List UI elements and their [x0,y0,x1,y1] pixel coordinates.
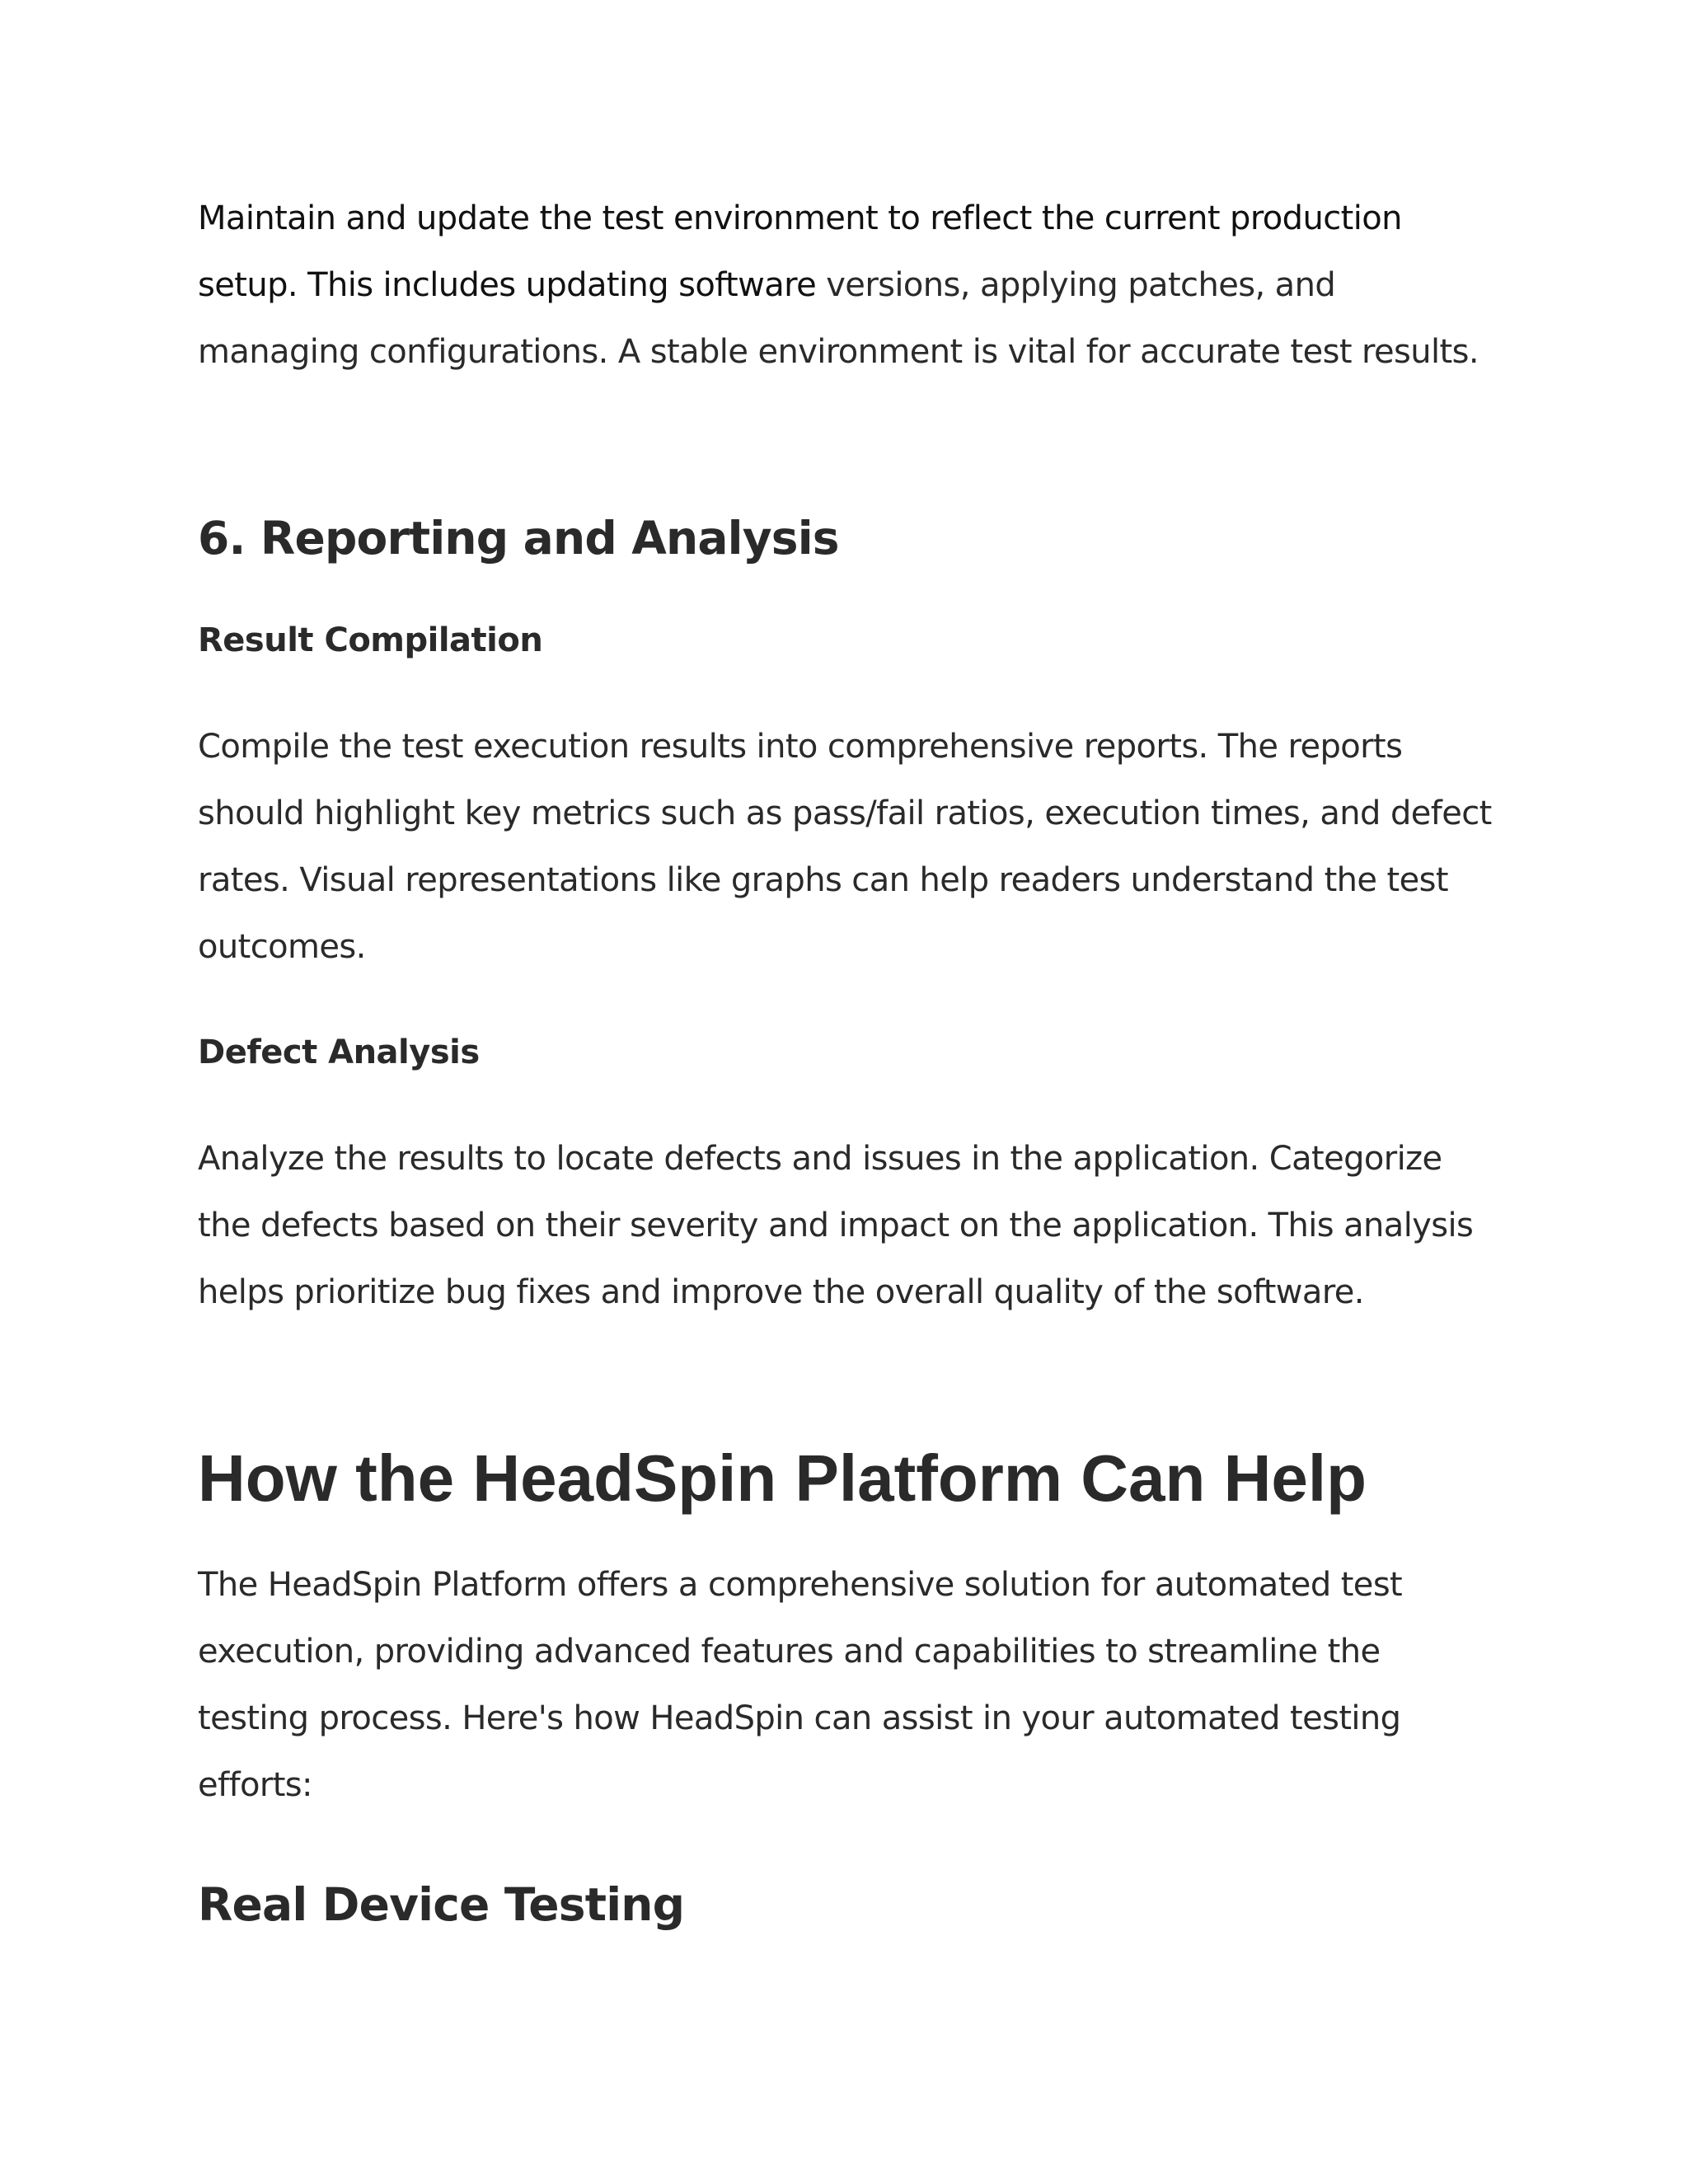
defect-analysis-paragraph: Analyze the results to locate defects and issues in the application. Categorize the defects based on their severity and impact on the application. This analysis helps prioritize bug fixes and improve the overall quality of the software. [198,1140,1474,1311]
result-compilation-heading: Result Compilation [198,621,543,659]
intro-paragraph-dark-text: Maintain and update the test environment to reflect the current production setup. This includes updating software [198,199,1402,304]
headspin-section-paragraph: The HeadSpin Platform offers a comprehensive solution for automated test execution, providing advanced features and capabilities to streamline the testing process. Here's how HeadSpin can assist in your automated testing efforts: [198,1566,1403,1804]
section-6-heading: 6. Reporting and Analysis [198,512,839,565]
defect-analysis-heading: Defect Analysis [198,1033,480,1071]
real-device-testing-heading: Real Device Testing [198,1878,685,1931]
result-compilation-paragraph: Compile the test execution results into comprehensive reports. The reports should highlight key metrics such as pass/fail ratios, execution times, and defect rates. Visual representations like graphs can help readers understand the test outcomes. [198,728,1492,966]
intro-paragraph-text: versions, applying patches, and managing configurations. A stable environment is vital for accurate test results. [198,266,1479,371]
headspin-section-heading: How the HeadSpin Platform Can Help [198,1441,1367,1515]
intro-paragraph [198,185,1500,386]
